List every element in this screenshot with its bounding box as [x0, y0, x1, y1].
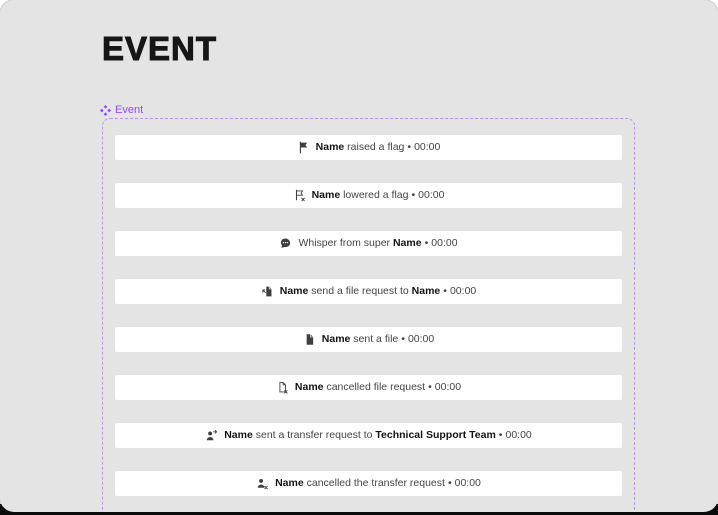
event-toast[interactable]: [115, 327, 622, 352]
event-time: 00:00: [407, 333, 435, 345]
event-toast[interactable]: [115, 471, 622, 496]
event-time: 00:00: [431, 237, 458, 249]
event-text: Name send a file request to Name: [279, 285, 441, 297]
event-time: 00:00: [449, 285, 477, 297]
event-time: 00:00: [418, 189, 445, 201]
event-text: Name lowered a flag: [311, 189, 409, 201]
flag-icon: [297, 141, 310, 154]
dot-separator: •: [498, 429, 503, 441]
dot-separator: •: [428, 381, 432, 393]
page-title: EVENT: [102, 30, 218, 67]
transfer-request-icon: [205, 429, 218, 442]
event-time: 00:00: [505, 429, 532, 441]
component-label[interactable]: [100, 103, 143, 117]
whisper-icon: [279, 237, 292, 250]
component-label-text: Event: [115, 104, 144, 116]
event-text: Whisper from super Name: [298, 237, 422, 249]
event-time: 00:00: [414, 141, 441, 153]
event-toast[interactable]: [115, 135, 622, 160]
dot-separator: •: [407, 141, 412, 153]
event-time: 00:00: [434, 381, 462, 393]
event-time: 00:00: [454, 477, 481, 489]
component-diamond-icon: [100, 105, 111, 116]
event-component-frame: [102, 118, 635, 512]
event-toast[interactable]: [115, 423, 622, 448]
file-icon: [303, 333, 316, 346]
dot-separator: •: [443, 285, 447, 297]
event-text: Name raised a flag: [315, 141, 405, 153]
dot-separator: •: [424, 237, 429, 249]
transfer-cancel-icon: [256, 477, 269, 490]
event-toast[interactable]: [115, 375, 622, 400]
file-request-icon: [261, 285, 274, 298]
dot-separator: •: [447, 477, 452, 489]
dot-separator: •: [411, 189, 416, 201]
dot-separator: •: [401, 333, 405, 345]
event-toast[interactable]: [115, 279, 622, 304]
event-text: Name cancelled file request: [294, 381, 426, 393]
event-text: Name sent a file: [321, 333, 399, 345]
event-toast[interactable]: [115, 231, 622, 256]
event-toast[interactable]: [115, 183, 622, 208]
flag-off-icon: [293, 189, 306, 202]
event-text: Name cancelled the transfer request: [275, 477, 445, 489]
event-text: Name sent a transfer request to Technical Support Team: [224, 429, 496, 441]
file-cancel-icon: [276, 381, 289, 394]
